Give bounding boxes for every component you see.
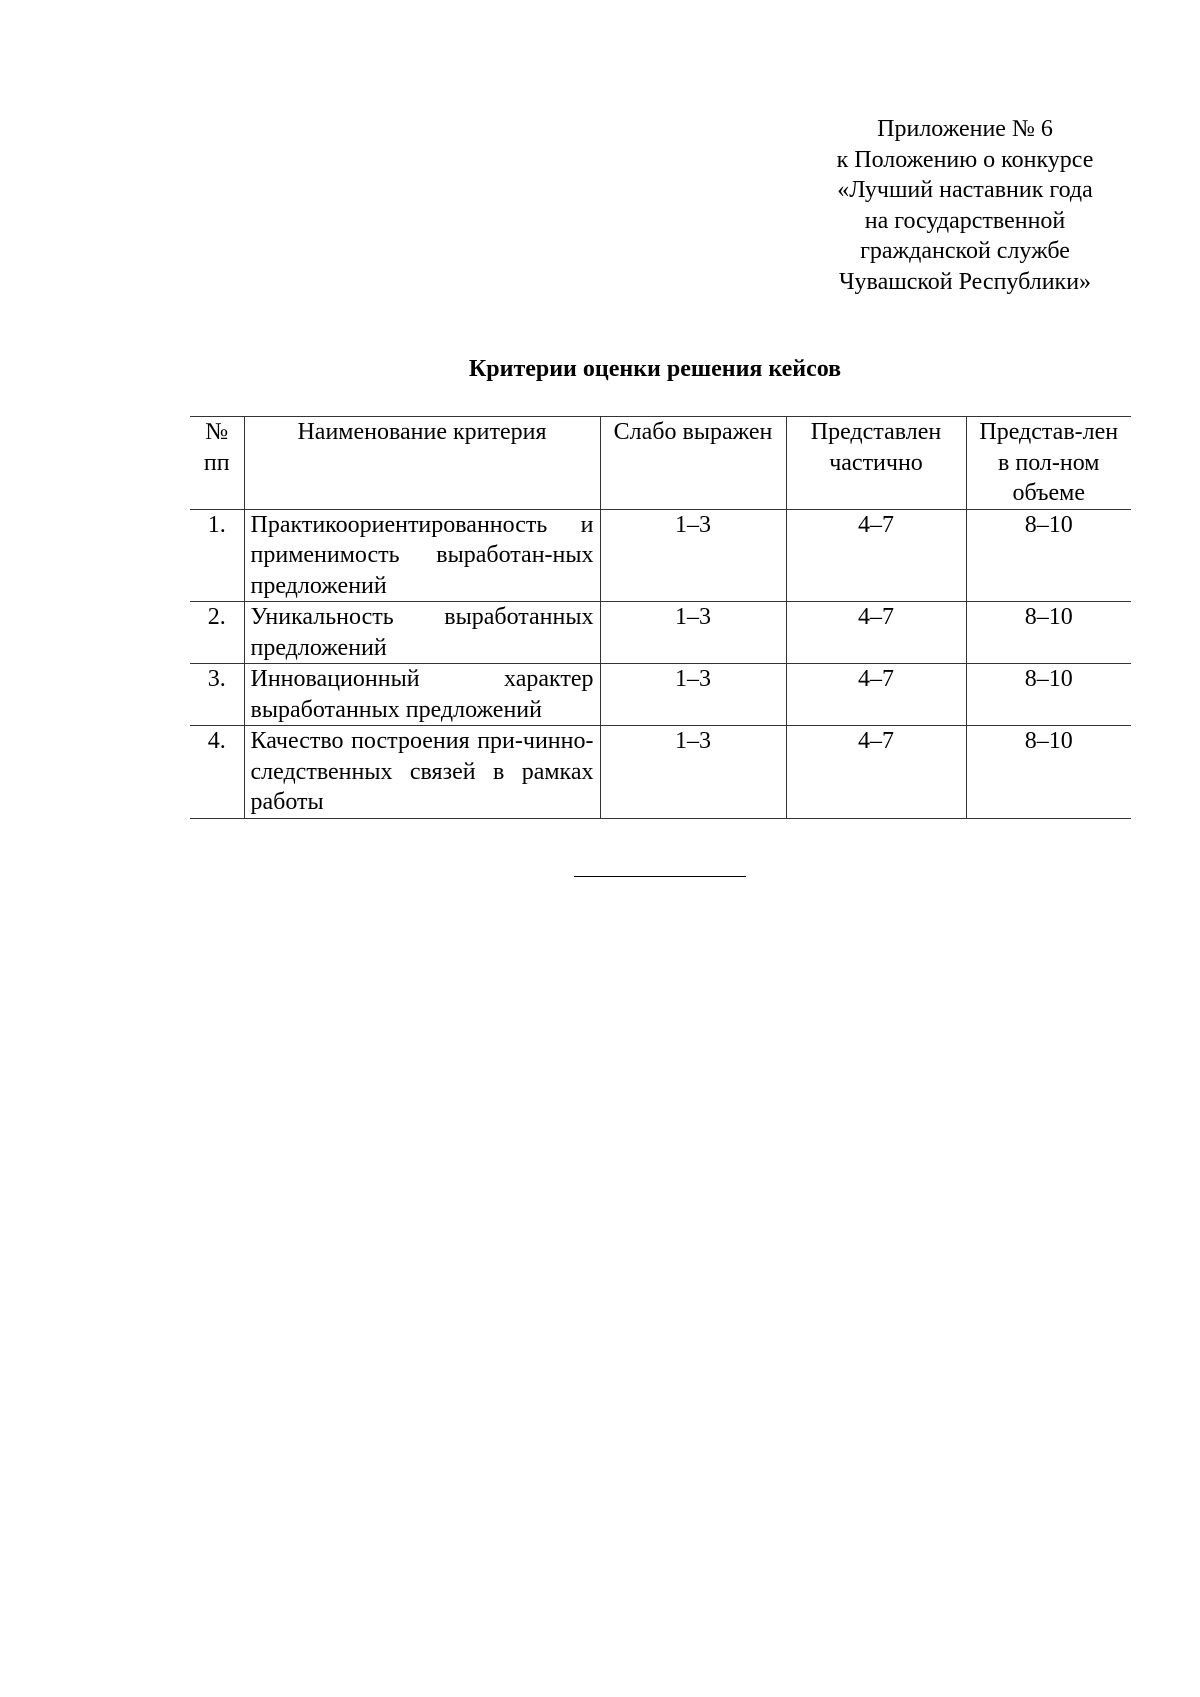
row-num: 1. <box>190 509 244 602</box>
row-partial-score: 4–7 <box>786 726 966 819</box>
appendix-line-3: «Лучший наставник года <box>837 177 1093 204</box>
row-partial-score: 4–7 <box>786 602 966 664</box>
table-row <box>190 664 1131 726</box>
row-num: 3. <box>190 664 244 726</box>
header-name: Наименование критерия <box>244 417 600 510</box>
appendix-header <box>800 114 1130 298</box>
appendix-line-6: Чувашской Республики» <box>838 268 1092 295</box>
row-partial-score: 4–7 <box>786 664 966 726</box>
row-weak-score: 1–3 <box>600 602 786 664</box>
row-full-score: 8–10 <box>966 664 1131 726</box>
row-num: 2. <box>190 602 244 664</box>
row-criterion: Уникальность выработанных предложений <box>244 602 600 664</box>
row-weak-score: 1–3 <box>600 726 786 819</box>
row-criterion: Качество построения при-чинно-следственных связей в рамках работы <box>244 726 600 819</box>
table-row <box>190 726 1131 819</box>
row-criterion: Практикоориентированность и применимость выработан-ных предложений <box>244 509 600 602</box>
appendix-line-1: Приложение № 6 <box>877 116 1053 142</box>
appendix-line-2: к Положению о конкурсе <box>836 146 1094 173</box>
header-partial: Представлен частично <box>786 417 966 510</box>
row-weak-score: 1–3 <box>600 509 786 602</box>
row-num: 4. <box>190 726 244 819</box>
table-header-row <box>190 417 1131 510</box>
table-row <box>190 602 1131 664</box>
row-weak-score: 1–3 <box>600 664 786 726</box>
row-full-score: 8–10 <box>966 602 1131 664</box>
row-criterion: Инновационный характер выработанных предложений <box>244 664 600 726</box>
table-row <box>190 509 1131 602</box>
end-separator-line <box>574 876 746 877</box>
row-partial-score: 4–7 <box>786 509 966 602</box>
appendix-line-5: гражданской службе <box>860 238 1070 265</box>
row-full-score: 8–10 <box>966 726 1131 819</box>
appendix-line-4: на государственной <box>864 207 1066 234</box>
document-title: Критерии оценки решения кейсов <box>468 356 842 382</box>
criteria-table <box>190 416 1131 819</box>
header-num: № пп <box>190 417 244 510</box>
row-full-score: 8–10 <box>966 509 1131 602</box>
header-full: Представ-лен в пол-ном объеме <box>966 417 1131 510</box>
header-weak: Слабо выражен <box>600 417 786 510</box>
